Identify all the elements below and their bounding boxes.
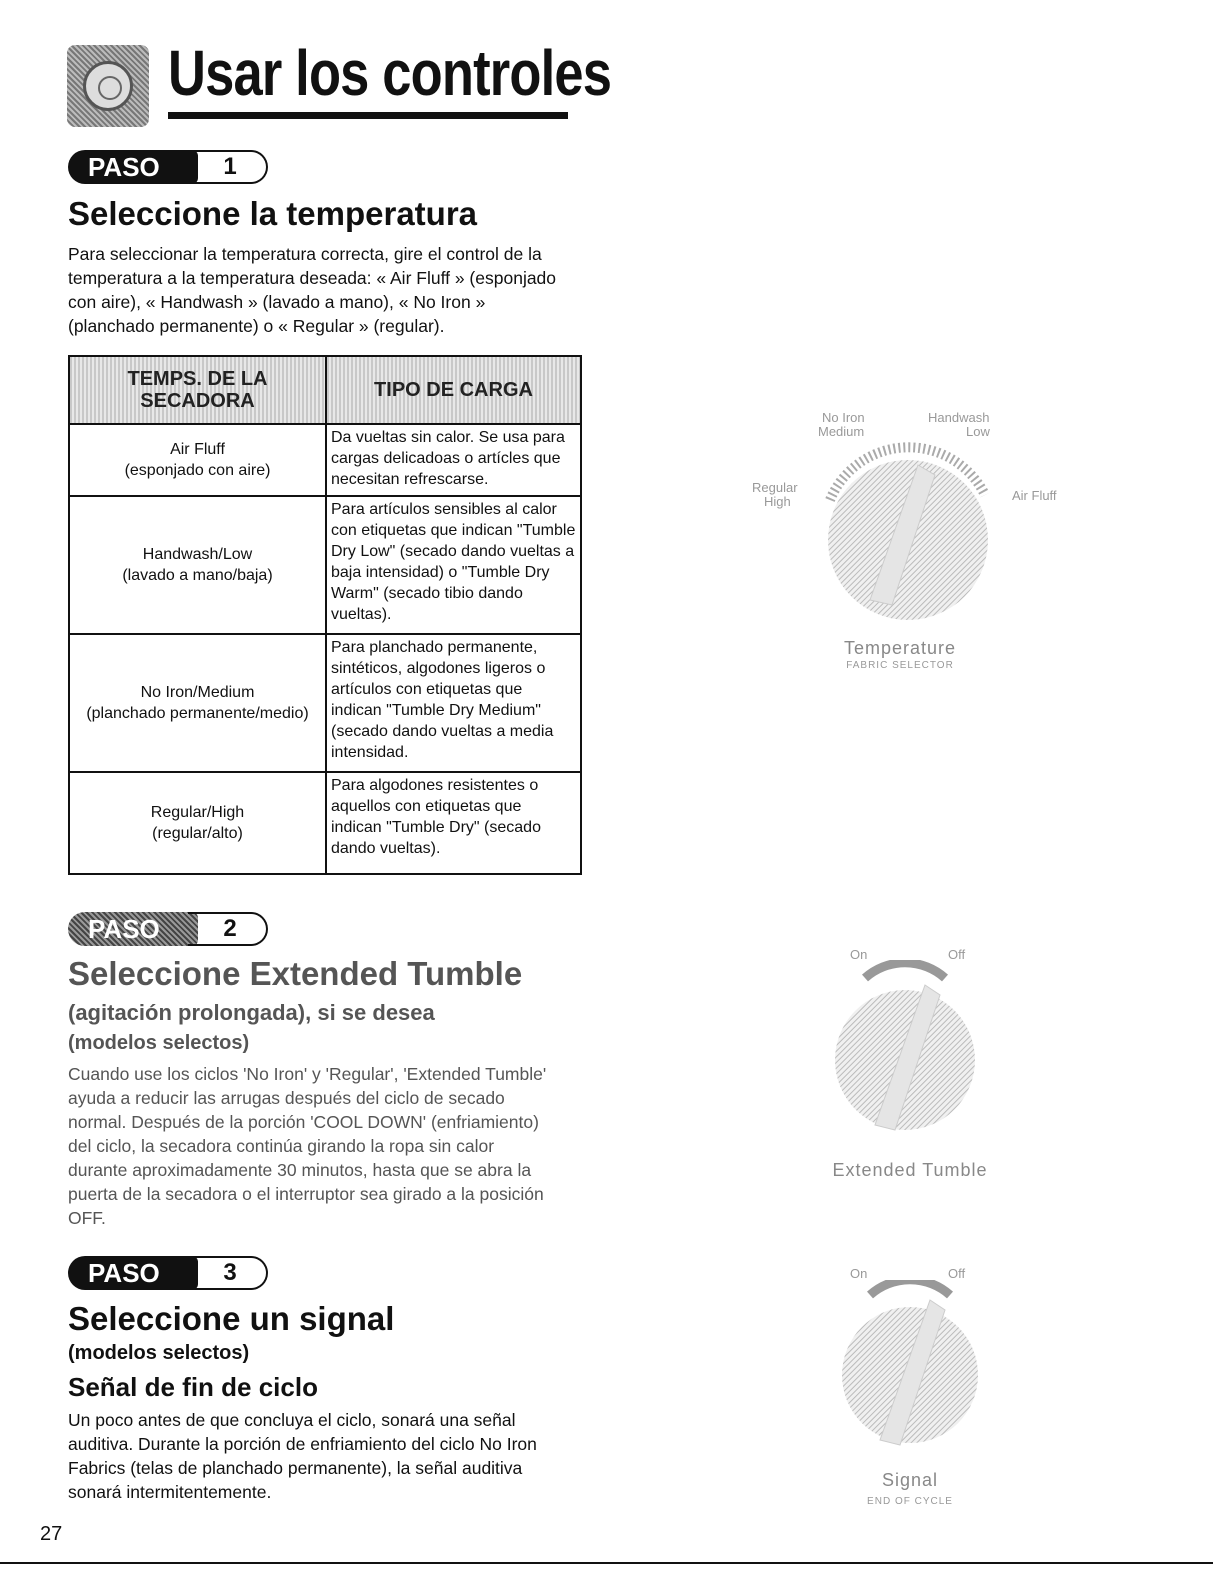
table-cell-temp: Handwash/Low (lavado a mano/baja) <box>69 496 326 634</box>
extended-tumble-on-label: On <box>850 947 868 962</box>
table-cell-desc: Da vueltas sin calor. Se usa para cargas delicadoas o artícles que necesitan refrescarse. <box>326 424 581 496</box>
signal-caption: Signal <box>881 1470 939 1490</box>
table-row <box>69 496 581 634</box>
table-cell-desc: Para planchado permanente, sintéticos, algodones ligeros o artículos con etiquetas que indican "Tumble Dry Medium" (secado dando vueltas a media intensidad. <box>326 634 581 772</box>
extended-tumble-off-label: Off <box>948 947 966 962</box>
controls-icon <box>67 45 149 127</box>
step-1-badge-number: 1 <box>188 150 268 184</box>
dial-label-no-iron: No Iron <box>822 410 865 425</box>
title-rule <box>168 112 568 119</box>
signal-on-label: On <box>850 1266 868 1281</box>
step-2-badge-number: 2 <box>188 912 268 946</box>
dial-label-air-fluff: Air Fluff <box>1012 488 1057 503</box>
step-3-heading: Seleccione un signal <box>68 1300 395 1337</box>
table-cell-temp: No Iron/Medium (planchado permanente/medio) <box>69 634 326 772</box>
temperature-dial-icon <box>800 420 1020 650</box>
table-cell-desc: Para algodones resistentes o aquellos con etiquetas que indican "Tumble Dry" (secado dando vueltas). <box>326 772 581 874</box>
dial-label-regular: Regular <box>752 480 798 495</box>
dial-sub-caption: FABRIC SELECTOR <box>846 660 954 671</box>
table-row <box>69 634 581 772</box>
table-row <box>69 772 581 874</box>
step-2-heading: Seleccione Extended Tumble <box>68 955 523 992</box>
signal-off-label: Off <box>948 1266 966 1281</box>
table-cell-desc: Para artículos sensibles al calor con etiquetas que indican "Tumble Dry Low" (secado dando vueltas a baja intensidad) o "Tumble Dry Warm" (secado tibio dando vueltas). <box>326 496 581 634</box>
step-3-badge-number: 3 <box>188 1256 268 1290</box>
step-1-badge-label: PASO <box>68 150 198 184</box>
step-2-subheading: (agitación prolongada), si se desea <box>68 1000 435 1025</box>
step-3-subheading-2: Señal de fin de ciclo <box>68 1372 318 1402</box>
table-header-temps: TEMPS. DE LA SECADORA <box>69 356 326 424</box>
step-2-body: Cuando use los ciclos 'No Iron' y 'Regular', 'Extended Tumble' ayuda a reducir las arrugas después del ciclo de secado normal. Después de la porción 'COOL DOWN' (enfriamiento) del ciclo, la secadora continúa girando la ropa sin calor durante aproximadamente 30 minutos, hasta que se abra la puerta de la secadora o el interruptor sea girado a la posición OFF. <box>68 1064 547 1228</box>
step-3-badge-label: PASO <box>68 1256 198 1290</box>
dial-label-high: High <box>764 494 791 509</box>
page-title: Usar los controles <box>168 37 612 109</box>
dial-label-medium: Medium <box>818 424 865 439</box>
table-header-tipo: TIPO DE CARGA <box>326 356 581 424</box>
table-cell-temp: Regular/High (regular/alto) <box>69 772 326 874</box>
step-1-heading: Seleccione la temperatura <box>68 195 478 232</box>
signal-knob-icon <box>830 1280 990 1460</box>
table-cell-temp: Air Fluff (esponjado con aire) <box>69 424 326 496</box>
extended-tumble-caption: Extended Tumble <box>832 1160 988 1180</box>
dial-label-low: Low <box>966 424 990 439</box>
step-2-subheading-2: (modelos selectos) <box>68 1032 250 1054</box>
extended-tumble-knob-icon <box>825 960 985 1150</box>
signal-sub-caption: END OF CYCLE <box>867 1496 953 1507</box>
step-2-badge-label: PASO <box>68 912 198 946</box>
step-3-subheading: (modelos selectos) <box>68 1342 250 1364</box>
footer-rule <box>0 1562 1213 1564</box>
table-row <box>69 424 581 496</box>
dial-label-handwash: Handwash <box>928 410 990 425</box>
dial-caption: Temperature <box>843 638 957 658</box>
step-3-body: Un poco antes de que concluya el ciclo, sonará una señal auditiva. Durante la porción de enfriamiento del ciclo No Iron Fabrics (telas de planchado permanente), la señal auditiva sonará intermitentemente. <box>68 1410 537 1502</box>
temperature-table <box>68 355 582 875</box>
step-1-body: Para seleccionar la temperatura correcta, gire el control de la temperatura a la temperatura deseada: « Air Fluff » (esponjado con aire), « Handwash » (lavado a mano), « No Iron » (planchado permanente) o « Regular » (regular). <box>68 244 557 336</box>
page-number: 27 <box>40 1523 63 1545</box>
